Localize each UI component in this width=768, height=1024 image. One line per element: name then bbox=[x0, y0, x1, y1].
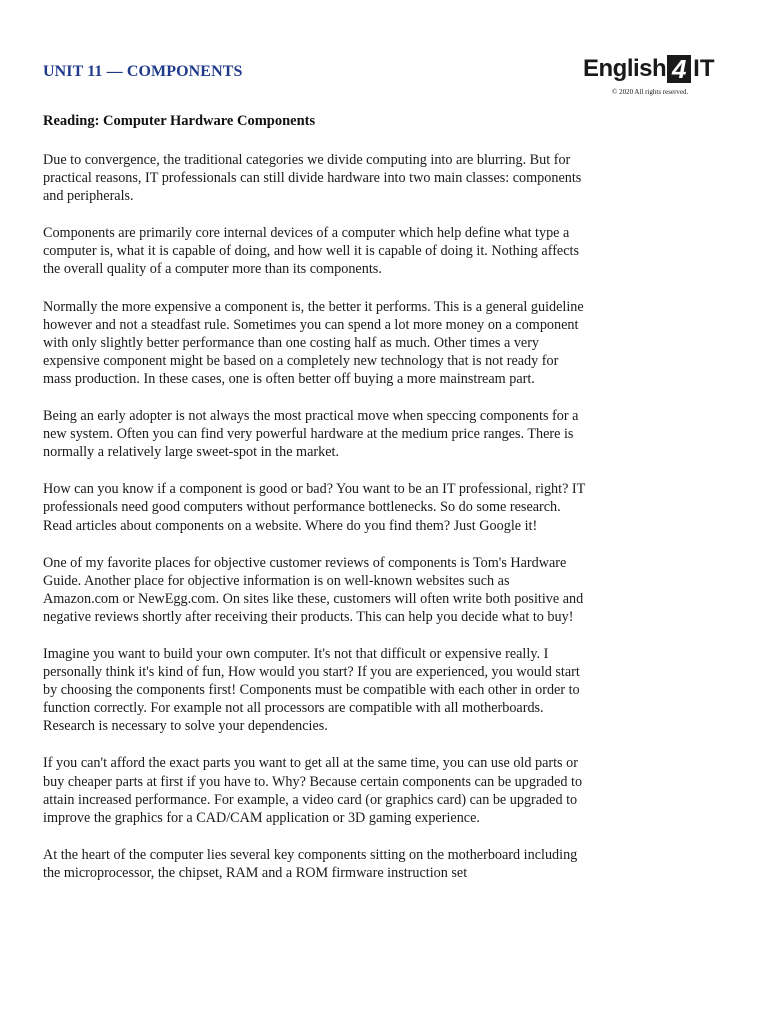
reading-body bbox=[43, 151, 588, 901]
paragraph: Due to convergence, the traditional categories we divide computing into are blurring. But for practical reasons, IT professionals can still divide hardware into two main classes: components and peripherals. bbox=[43, 152, 582, 205]
paragraph: One of my favorite places for objective customer reviews of components is Tom's Hardware Guide. Another place for objective information is on well-known websites such as Amazon.com or NewEgg.com. On sites like these, customers will often write both positive and negative reviews shortly after receiving their products. This can help you decide what to buy! bbox=[43, 554, 584, 625]
paragraph: At the heart of the computer lies several key components sitting on the motherboard including the microprocessor, the chipset, RAM and a ROM firmware instruction set bbox=[43, 846, 578, 881]
paragraph: Components are primarily core internal devices of a computer which help define what type a computer is, what it is capable of doing, and how well it is capable of doing it. Nothing affects the overall quality of a computer more than its components. bbox=[43, 225, 579, 278]
logo-text-it: IT bbox=[693, 55, 715, 82]
logo-mark-text: 4 bbox=[671, 54, 687, 84]
paragraph: Being an early adopter is not always the most practical move when speccing components for a new system. Often you can find very powerful hardware at the medium price ranges. There is normally a relatively large sweet-spot in the market. bbox=[43, 408, 579, 461]
unit-title: UNIT 11 — COMPONENTS bbox=[43, 63, 243, 80]
paragraph: If you can't afford the exact parts you want to get all at the same time, you can use old parts or buy cheaper parts at first if you have to. Why? Because certain components can be upgraded to attain increased performance. For example, a video card (or graphics card) can be upgraded to improve the graphics for a CAD/CAM application or 3D gaming experience. bbox=[43, 755, 583, 826]
logo-four-mark bbox=[667, 55, 691, 83]
paragraph: How can you know if a component is good or bad? You want to be an IT professional, right? IT professionals need good computers without performance bottlenecks. So do some research. Read articles about components on a website. Where do you find them? Just Google it! bbox=[43, 481, 586, 534]
reading-title: Reading: Computer Hardware Components bbox=[43, 113, 316, 129]
english4it-logo bbox=[583, 52, 718, 86]
paragraph: Imagine you want to build your own computer. It's not that difficult or expensive really. I personally think it's kind of fun, How would you start? If you are experienced, you would start by choosing the components first! Components must be compatible with each other in order to function correctly. For example not all processors are compatible with all motherboards. Research is necessary to solve your dependencies. bbox=[43, 645, 580, 735]
paragraph: Normally the more expensive a component is, the better it performs. This is a general guideline however and not a steadfast rule. Sometimes you can spend a lot more money on a component with only slightly better performance than one costing half as much. Other times a very expensive component might be based on a completely new technology that is not ready for mass production. In these cases, one is often better off buying a more mainstream part. bbox=[43, 298, 584, 387]
copyright-notice: © 2020 All rights reserved. bbox=[612, 88, 689, 96]
logo-text-english: English bbox=[583, 55, 667, 82]
